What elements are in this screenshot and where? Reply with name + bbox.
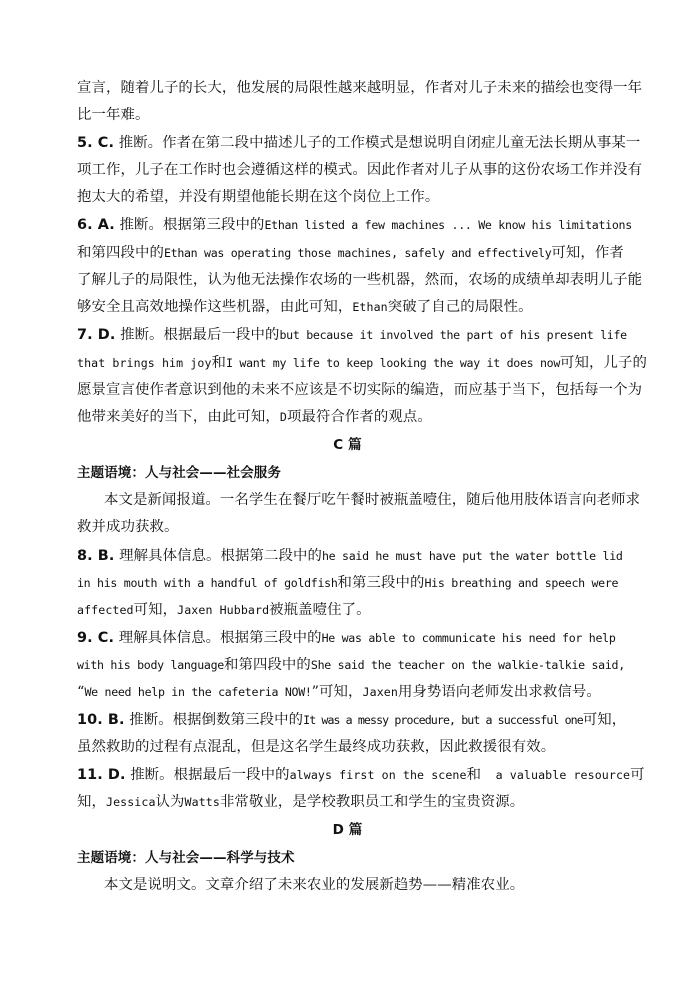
theme-label: 主题语境：人与社会——社会服务	[77, 465, 281, 481]
paragraph-line	[77, 682, 637, 702]
text-span: 可	[630, 767, 645, 783]
english-quote: It was a messy procedure, but a successful one	[303, 713, 583, 727]
english-quote: in his mouth with a handful of goldfish	[77, 576, 338, 590]
section-heading-c	[0, 435, 695, 455]
paragraph-line	[77, 655, 637, 675]
text-span: 理解具体信息。根据第三段中的	[114, 630, 322, 646]
text-span: 可知，作者	[551, 245, 624, 261]
english-quote: We need help in the cafeteria NOW!	[84, 685, 312, 699]
text-span: 救并成功获救。	[77, 519, 179, 535]
summary-paragraph	[104, 875, 664, 895]
paragraph-line	[77, 353, 647, 373]
text-span: 用身势语向老师发出求救信号。	[397, 684, 601, 700]
english-quote: Ethan	[352, 300, 388, 314]
text-span: 和	[466, 767, 496, 783]
paragraph-line	[77, 600, 637, 620]
text-span: 推断。根据最后一段中的	[125, 767, 290, 783]
english-quote: Jaxen	[362, 685, 398, 699]
text-span: 推断。根据最后一段中的	[115, 327, 280, 343]
english-quote: he said he must have put the water bottle lid	[321, 549, 623, 563]
paragraph-line	[77, 792, 637, 812]
text-span: 本文是说明文。文章介绍了未来农业的发展新趋势——精准农业。	[104, 877, 525, 893]
text-span: ”可知，	[311, 684, 363, 700]
paragraph-line	[77, 737, 637, 757]
text-span: 和第三段中的	[337, 575, 425, 591]
paragraph-line	[77, 407, 637, 427]
answer-item-10	[77, 710, 637, 730]
theme-label: 主题语境：人与社会——科学与技术	[77, 850, 295, 866]
paragraph-line	[77, 380, 643, 400]
english-quote: Jessica	[105, 795, 156, 809]
english-quote: He was able to communicate his need for help	[321, 631, 616, 645]
english-quote: I want my life to keep looking the way it does now	[226, 356, 561, 370]
paragraph-line	[77, 187, 637, 207]
english-quote: a valuable resource	[495, 768, 631, 782]
section-title: D 篇	[332, 822, 363, 838]
text-span: 被瓶盖噎住了。	[269, 602, 371, 618]
paragraph-line	[77, 573, 637, 593]
english-quote: Jaxen Hubbard	[177, 603, 270, 617]
english-quote: She said the teacher on the walkie-talkie said,	[310, 658, 625, 672]
text-span: 非常敬业，是学校教职员工和学生的宝贵资源。	[219, 794, 525, 810]
answer-item-7	[77, 325, 637, 345]
answer-number: 11. D.	[77, 767, 126, 783]
text-span: 宣言，随着儿子的长大，他发展的局限性越来越明显，作者对儿子未来的描绘也变得一年	[77, 80, 643, 96]
text-span: 愿景宣言使作者意识到他的未来不应该是不切实际的编造，而应基于当下，包括每一个为	[77, 382, 643, 398]
text-span: 知，	[77, 794, 106, 810]
paragraph-line	[77, 517, 637, 537]
english-quote: affected	[77, 603, 134, 617]
text-span: 比一年难。	[77, 107, 150, 123]
text-span: 推断。根据倒数第三段中的	[124, 712, 304, 728]
text-span: 项工作，儿子在工作时也会遵循这样的模式。因此作者对儿子从事的这份农场工作并没有	[77, 162, 643, 178]
text-span: 和	[211, 355, 227, 371]
english-quote: that brings him joy	[77, 356, 212, 370]
text-span: 和第四段中的	[223, 657, 311, 673]
text-span: “	[77, 684, 85, 700]
paragraph-line	[77, 270, 643, 290]
text-span: 了解儿子的局限性，认为他无法操作农场的一些机器，然而，农场的成绩单却表明儿子能	[77, 272, 643, 288]
answer-number: 5. C.	[77, 135, 115, 151]
section-heading-d	[0, 820, 695, 840]
english-quote: Ethan was operating those machines, safely and effectively	[163, 246, 552, 260]
answer-item-11	[77, 765, 645, 785]
text-span: 项最符合作者的观点。	[286, 409, 432, 425]
answer-number: 7. D.	[77, 327, 116, 343]
text-span: 推断。作者在第二段中描述儿子的工作模式是想说明自闭症儿童无法长期从事某一	[114, 135, 641, 151]
english-quote: with his body language	[77, 658, 224, 672]
text-span: 本文是新闻报道。一名学生在餐厅吃午餐时被瓶盖噎住，随后他用肢体语言向老师求	[104, 492, 641, 508]
english-quote: but because it involved the part of his present life	[279, 328, 627, 342]
text-span: 理解具体信息。根据第二段中的	[114, 548, 322, 564]
text-span: 够安全且高效地操作这些机器，由此可知，	[77, 299, 353, 315]
english-quote: Watts	[184, 795, 220, 809]
answer-number: 6. A.	[77, 217, 115, 233]
text-span: 可知，儿子的	[560, 355, 647, 371]
answer-number: 9. C.	[77, 630, 115, 646]
paragraph-line	[77, 160, 643, 180]
english-quote: Ethan listed a few machines ... We know his limitations	[264, 218, 632, 232]
theme-context	[77, 463, 637, 483]
answer-number: 8. B.	[77, 548, 115, 564]
answer-number: 10. B.	[77, 712, 125, 728]
answer-item-9	[77, 628, 637, 648]
english-quote: His breathing and speech were	[424, 576, 619, 590]
paragraph-line	[77, 243, 637, 263]
text-span: 和第四段中的	[77, 245, 164, 261]
text-span: 可知，	[582, 712, 627, 728]
summary-paragraph	[104, 490, 664, 510]
english-quote: always first on the scene	[289, 768, 467, 782]
text-span: 推断。根据第三段中的	[114, 217, 265, 233]
answer-item-6	[77, 215, 637, 235]
text-span: 虽然救助的过程有点混乱，但是这名学生最终成功获救，因此救援很有效。	[77, 739, 556, 755]
text-span: 可知，	[133, 602, 178, 618]
theme-context	[77, 848, 637, 868]
answer-item-8	[77, 546, 637, 566]
paragraph-line	[77, 297, 637, 317]
english-quote: D	[279, 410, 287, 424]
paragraph-line	[77, 78, 643, 98]
paragraph-line	[77, 105, 637, 125]
text-span: 认为	[155, 794, 185, 810]
answer-item-5	[77, 133, 641, 153]
text-span: 抱太大的希望，并没有期望他能长期在这个岗位上工作。	[77, 189, 440, 205]
section-title: C 篇	[333, 437, 362, 453]
text-span: 他带来美好的当下，由此可知，	[77, 409, 280, 425]
text-span: 突破了自己的局限性。	[387, 299, 533, 315]
